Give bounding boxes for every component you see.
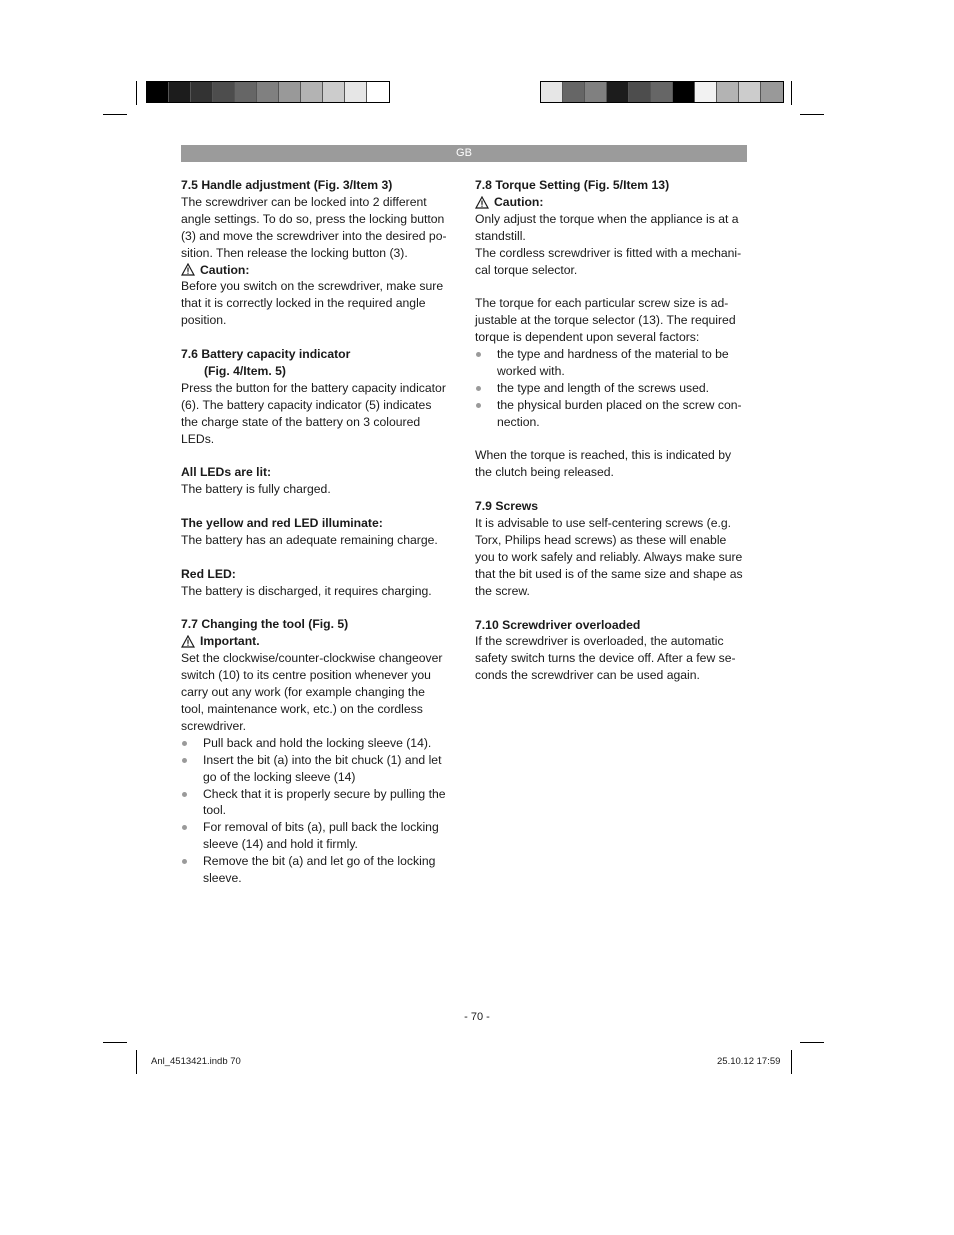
- bullet-icon: [476, 386, 481, 391]
- crop-mark: [800, 1042, 824, 1043]
- paragraph-line: switch (10) to its centre position whenever you: [181, 668, 431, 683]
- color-swatch: [169, 82, 191, 102]
- paragraph-line: tool, maintenance work, etc.) on the cordless: [181, 702, 423, 717]
- paragraph-line: The torque for each particular screw size is ad-: [475, 296, 729, 311]
- paragraph-line: torque is dependent upon several factors:: [475, 330, 700, 345]
- bullet-icon: [476, 352, 481, 357]
- warning-triangle-icon: [475, 196, 489, 209]
- paragraph-line: safety switch turns the device off. After a few se-: [475, 651, 736, 666]
- crop-mark: [800, 114, 824, 115]
- caution-heading: [475, 194, 747, 211]
- paragraph-line: sition. Then release the locking button (3).: [181, 245, 408, 260]
- color-swatch: [673, 82, 695, 102]
- paragraph-line: Before you switch on the screwdriver, make sure: [181, 279, 444, 294]
- color-swatch: [717, 82, 739, 102]
- color-swatch: [367, 82, 389, 102]
- section-7-6-subtitle: (Fig. 4/Item. 5): [204, 363, 286, 378]
- bullet-icon: [476, 403, 481, 408]
- paragraph-line: Press the button for the battery capacity indicator: [181, 380, 446, 395]
- section-7-8-title: 7.8 Torque Setting (Fig. 5/Item 13): [475, 178, 670, 192]
- paragraph-line: justable at the torque selector (13). The required: [475, 313, 736, 328]
- crop-mark: [791, 81, 792, 105]
- crop-mark: [103, 114, 127, 115]
- section-7-10-title: 7.10 Screwdriver overloaded: [475, 617, 641, 632]
- crop-mark: [136, 81, 137, 105]
- color-swatch: [323, 82, 345, 102]
- list-item: the physical burden placed on the screw con- nection.: [475, 397, 747, 431]
- color-swatch: [651, 82, 673, 102]
- paragraph-line: angle settings. To do so, press the locking button: [181, 211, 445, 226]
- paragraph-line: (3) and move the screwdriver into the desired po-: [181, 228, 447, 243]
- warning-triangle-icon: [181, 635, 195, 648]
- paragraph-line: carry out any work (for example changing the: [181, 685, 425, 700]
- color-swatch: [345, 82, 367, 102]
- list-item: the type and hardness of the material to be worked with.: [475, 346, 747, 380]
- color-calibration-bar-left: [146, 81, 390, 103]
- paragraph-line: screwdriver.: [181, 718, 247, 733]
- language-header-band: [181, 145, 747, 162]
- bullet-icon: [182, 792, 187, 797]
- list-item: the type and length of the screws used.: [475, 380, 747, 397]
- color-swatch: [739, 82, 761, 102]
- caution-heading: [181, 262, 453, 279]
- language-label: GB: [456, 147, 472, 159]
- paragraph-line: Set the clockwise/counter-clockwise changeover: [181, 651, 443, 666]
- section-7-7-title: 7.7 Changing the tool (Fig. 5): [181, 617, 349, 632]
- paragraph-line: the screw.: [475, 583, 530, 598]
- bullet-icon: [182, 859, 187, 864]
- list-item: Insert the bit (a) into the bit chuck (1) and let go of the locking sleeve (14): [181, 752, 453, 786]
- color-swatch: [235, 82, 257, 102]
- color-swatch: [761, 82, 783, 102]
- footer-timestamp: 25.10.12 17:59: [717, 1056, 781, 1067]
- paragraph-line: standstill.: [475, 228, 526, 243]
- section-7-5-title: 7.5 Handle adjustment (Fig. 3/Item 3): [181, 178, 393, 192]
- paragraph-line: If the screwdriver is overloaded, the automatic: [475, 634, 724, 649]
- color-swatch: [695, 82, 717, 102]
- paragraph-line: the charge state of the battery on 3 coloured: [181, 414, 421, 429]
- red-led-text: The battery is discharged, it requires charging.: [181, 583, 432, 598]
- color-swatch: [563, 82, 585, 102]
- crop-mark: [136, 1050, 137, 1074]
- paragraph-line: When the torque is reached, this is indicated by: [475, 448, 732, 463]
- color-swatch: [301, 82, 323, 102]
- footer-file-info: Anl_4513421.indb 70: [151, 1056, 241, 1067]
- paragraph-line: conds the screwdriver can be used again.: [475, 668, 700, 683]
- paragraph-line: (6). The battery capacity indicator (5) indicates: [181, 397, 432, 412]
- color-swatch: [257, 82, 279, 102]
- color-calibration-bar-right: [540, 81, 784, 103]
- paragraph-line: Torx, Philips head screws) as these will enable: [475, 532, 727, 547]
- paragraph-line: The cordless screwdriver is fitted with a mechani-: [475, 245, 742, 260]
- caution-label: Caution:: [200, 262, 250, 277]
- all-leds-lit-label: All LEDs are lit:: [181, 465, 272, 480]
- paragraph-line: cal torque selector.: [475, 262, 578, 277]
- paragraph-line: LEDs.: [181, 431, 215, 446]
- bullet-icon: [182, 758, 187, 763]
- paragraph-line: Only adjust the torque when the appliance is at a: [475, 211, 739, 226]
- warning-triangle-icon: [181, 263, 195, 276]
- list-item: Pull back and hold the locking sleeve (14).: [181, 735, 453, 752]
- paragraph-line: The screwdriver can be locked into 2 different: [181, 194, 427, 209]
- color-swatch: [541, 82, 563, 102]
- yellow-red-led-text: The battery has an adequate remaining charge.: [181, 532, 438, 547]
- color-swatch: [147, 82, 169, 102]
- color-swatch: [279, 82, 301, 102]
- paragraph-line: position.: [181, 313, 227, 328]
- left-column: [181, 177, 453, 887]
- important-label: Important.: [200, 634, 260, 649]
- color-swatch: [607, 82, 629, 102]
- bullet-icon: [182, 825, 187, 830]
- tool-change-steps-list: [181, 735, 453, 887]
- page-number: - 70 -: [464, 1011, 490, 1023]
- section-7-9-title: 7.9 Screws: [475, 499, 539, 514]
- crop-mark: [791, 1050, 792, 1074]
- crop-mark: [103, 1042, 127, 1043]
- paragraph-line: you to work safely and reliably. Always make sure: [475, 549, 743, 564]
- bullet-icon: [182, 741, 187, 746]
- color-swatch: [213, 82, 235, 102]
- important-heading: [181, 633, 453, 650]
- list-item: Remove the bit (a) and let go of the locking sleeve.: [181, 853, 453, 887]
- paragraph-line: It is advisable to use self-centering screws (e.g.: [475, 516, 732, 531]
- torque-factors-list: [475, 346, 747, 431]
- color-swatch: [629, 82, 651, 102]
- list-item: For removal of bits (a), pull back the locking sleeve (14) and hold it firmly.: [181, 819, 453, 853]
- section-7-6-title: 7.6 Battery capacity indicator: [181, 347, 351, 362]
- color-swatch: [585, 82, 607, 102]
- caution-label: Caution:: [494, 194, 544, 209]
- list-item: Check that it is properly secure by pulling the tool.: [181, 786, 453, 820]
- yellow-red-led-label: The yellow and red LED illuminate:: [181, 516, 383, 531]
- red-led-label: Red LED:: [181, 566, 236, 581]
- paragraph-line: that it is correctly locked in the required angle: [181, 296, 426, 311]
- all-leds-lit-text: The battery is fully charged.: [181, 482, 331, 497]
- paragraph-line: the clutch being released.: [475, 465, 614, 480]
- color-swatch: [191, 82, 213, 102]
- right-column: [475, 177, 747, 684]
- paragraph-line: that the bit used is of the same size and shape as: [475, 566, 743, 581]
